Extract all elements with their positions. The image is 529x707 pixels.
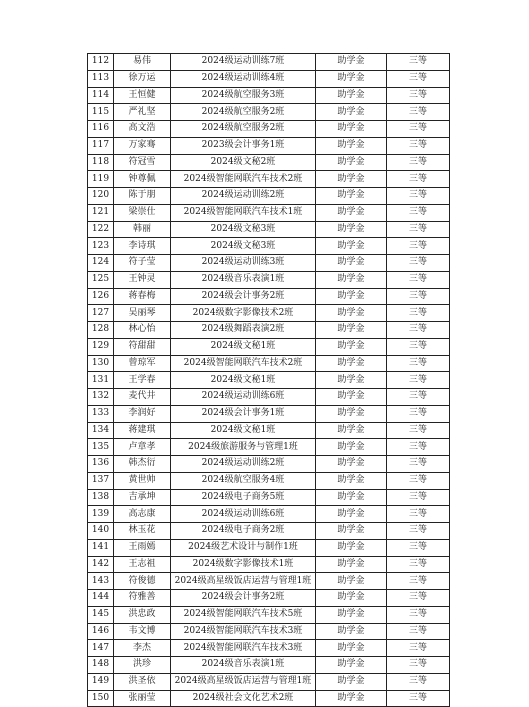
grade-level: 三等 xyxy=(387,137,450,154)
table-row xyxy=(88,657,450,674)
student-name: 王志祖 xyxy=(114,556,171,573)
table-row xyxy=(88,137,450,154)
grade-level: 三等 xyxy=(387,506,450,523)
row-number: 133 xyxy=(88,405,114,422)
grade-level: 三等 xyxy=(387,539,450,556)
table-row xyxy=(88,389,450,406)
student-name: 符甜甜 xyxy=(114,338,171,355)
row-number: 128 xyxy=(88,322,114,339)
row-number: 146 xyxy=(88,623,114,640)
grade-level: 三等 xyxy=(387,640,450,657)
student-name: 林心怡 xyxy=(114,322,171,339)
class-name: 2024级航空服务4班 xyxy=(171,472,316,489)
aid-type: 助学金 xyxy=(316,690,387,707)
row-number: 130 xyxy=(88,355,114,372)
class-name: 2024级舞蹈表演2班 xyxy=(171,322,316,339)
row-number: 141 xyxy=(88,539,114,556)
table-row xyxy=(88,288,450,305)
row-number: 114 xyxy=(88,87,114,104)
student-name: 王恒健 xyxy=(114,87,171,104)
grade-level: 三等 xyxy=(387,472,450,489)
student-name: 吴丽琴 xyxy=(114,305,171,322)
aid-type: 助学金 xyxy=(316,556,387,573)
table-row xyxy=(88,456,450,473)
class-name: 2024级旅游服务与管理1班 xyxy=(171,439,316,456)
table-row xyxy=(88,104,450,121)
class-name: 2024级智能网联汽车技术3班 xyxy=(171,623,316,640)
student-name: 李杰 xyxy=(114,640,171,657)
row-number: 131 xyxy=(88,372,114,389)
class-name: 2024级电子商务2班 xyxy=(171,523,316,540)
student-name: 张丽莹 xyxy=(114,690,171,707)
table-row xyxy=(88,556,450,573)
aid-type: 助学金 xyxy=(316,54,387,71)
student-name: 王学春 xyxy=(114,372,171,389)
class-name: 2024级文秘2班 xyxy=(171,154,316,171)
row-number: 139 xyxy=(88,506,114,523)
aid-type: 助学金 xyxy=(316,305,387,322)
aid-type: 助学金 xyxy=(316,171,387,188)
scholarship-table xyxy=(87,53,450,707)
table-row xyxy=(88,70,450,87)
aid-type: 助学金 xyxy=(316,657,387,674)
student-name: 蒋建琪 xyxy=(114,422,171,439)
aid-type: 助学金 xyxy=(316,221,387,238)
aid-type: 助学金 xyxy=(316,188,387,205)
student-name: 易伟 xyxy=(114,54,171,71)
student-name: 曾琼军 xyxy=(114,355,171,372)
row-number: 127 xyxy=(88,305,114,322)
aid-type: 助学金 xyxy=(316,70,387,87)
aid-type: 助学金 xyxy=(316,389,387,406)
class-name: 2024级文秘1班 xyxy=(171,372,316,389)
aid-type: 助学金 xyxy=(316,623,387,640)
row-number: 115 xyxy=(88,104,114,121)
grade-level: 三等 xyxy=(387,171,450,188)
student-name: 徐万运 xyxy=(114,70,171,87)
table-body xyxy=(88,54,450,707)
table-row xyxy=(88,221,450,238)
grade-level: 三等 xyxy=(387,590,450,607)
grade-level: 三等 xyxy=(387,322,450,339)
aid-type: 助学金 xyxy=(316,489,387,506)
student-name: 梁崇仕 xyxy=(114,204,171,221)
table-row xyxy=(88,472,450,489)
grade-level: 三等 xyxy=(387,221,450,238)
row-number: 123 xyxy=(88,238,114,255)
student-name: 韦文博 xyxy=(114,623,171,640)
class-name: 2024级航空服务2班 xyxy=(171,104,316,121)
aid-type: 助学金 xyxy=(316,154,387,171)
table-row xyxy=(88,338,450,355)
student-name: 符子莹 xyxy=(114,255,171,272)
table-row xyxy=(88,355,450,372)
student-name: 钟尊佩 xyxy=(114,171,171,188)
aid-type: 助学金 xyxy=(316,271,387,288)
class-name: 2024级智能网联汽车技术1班 xyxy=(171,204,316,221)
aid-type: 助学金 xyxy=(316,506,387,523)
grade-level: 三等 xyxy=(387,54,450,71)
table-row xyxy=(88,154,450,171)
table-row xyxy=(88,405,450,422)
row-number: 122 xyxy=(88,221,114,238)
grade-level: 三等 xyxy=(387,489,450,506)
grade-level: 三等 xyxy=(387,188,450,205)
student-name: 符雅善 xyxy=(114,590,171,607)
class-name: 2024级运动训练3班 xyxy=(171,255,316,272)
row-number: 148 xyxy=(88,657,114,674)
class-name: 2024级智能网联汽车技术2班 xyxy=(171,355,316,372)
aid-type: 助学金 xyxy=(316,673,387,690)
class-name: 2024级会计事务2班 xyxy=(171,590,316,607)
aid-type: 助学金 xyxy=(316,238,387,255)
aid-type: 助学金 xyxy=(316,523,387,540)
table-row xyxy=(88,271,450,288)
aid-type: 助学金 xyxy=(316,422,387,439)
class-name: 2024级智能网联汽车技术2班 xyxy=(171,171,316,188)
student-name: 韩杰衍 xyxy=(114,456,171,473)
row-number: 145 xyxy=(88,606,114,623)
student-name: 陈于朋 xyxy=(114,188,171,205)
grade-level: 三等 xyxy=(387,104,450,121)
grade-level: 三等 xyxy=(387,405,450,422)
student-name: 黄世帅 xyxy=(114,472,171,489)
row-number: 129 xyxy=(88,338,114,355)
table-row xyxy=(88,305,450,322)
row-number: 113 xyxy=(88,70,114,87)
table-row xyxy=(88,590,450,607)
class-name: 2024级文秘1班 xyxy=(171,338,316,355)
table-row xyxy=(88,87,450,104)
grade-level: 三等 xyxy=(387,255,450,272)
row-number: 149 xyxy=(88,673,114,690)
aid-type: 助学金 xyxy=(316,255,387,272)
row-number: 134 xyxy=(88,422,114,439)
grade-level: 三等 xyxy=(387,87,450,104)
row-number: 118 xyxy=(88,154,114,171)
table-row xyxy=(88,439,450,456)
aid-type: 助学金 xyxy=(316,372,387,389)
class-name: 2024级智能网联汽车技术3班 xyxy=(171,640,316,657)
class-name: 2024级音乐表演1班 xyxy=(171,271,316,288)
student-name: 高文浩 xyxy=(114,121,171,138)
table-row xyxy=(88,204,450,221)
table-row xyxy=(88,372,450,389)
grade-level: 三等 xyxy=(387,238,450,255)
student-name: 李诗琪 xyxy=(114,238,171,255)
table-row xyxy=(88,506,450,523)
row-number: 140 xyxy=(88,523,114,540)
aid-type: 助学金 xyxy=(316,439,387,456)
grade-level: 三等 xyxy=(387,389,450,406)
table-row xyxy=(88,623,450,640)
table-row xyxy=(88,54,450,71)
class-name: 2024级文秘3班 xyxy=(171,221,316,238)
class-name: 2024级运动训练2班 xyxy=(171,456,316,473)
student-name: 李润好 xyxy=(114,405,171,422)
class-name: 2024级文秘1班 xyxy=(171,422,316,439)
student-name: 万家骞 xyxy=(114,137,171,154)
class-name: 2024级航空服务3班 xyxy=(171,87,316,104)
table-row xyxy=(88,489,450,506)
table-row xyxy=(88,690,450,707)
grade-level: 三等 xyxy=(387,154,450,171)
student-name: 林玉花 xyxy=(114,523,171,540)
grade-level: 三等 xyxy=(387,204,450,221)
class-name: 2024级运动训练7班 xyxy=(171,54,316,71)
table-row xyxy=(88,539,450,556)
student-name: 高志康 xyxy=(114,506,171,523)
aid-type: 助学金 xyxy=(316,87,387,104)
aid-type: 助学金 xyxy=(316,204,387,221)
student-name: 吉承坤 xyxy=(114,489,171,506)
table-row xyxy=(88,640,450,657)
grade-level: 三等 xyxy=(387,690,450,707)
aid-type: 助学金 xyxy=(316,288,387,305)
aid-type: 助学金 xyxy=(316,104,387,121)
row-number: 142 xyxy=(88,556,114,573)
grade-level: 三等 xyxy=(387,288,450,305)
class-name: 2024级智能网联汽车技术5班 xyxy=(171,606,316,623)
row-number: 112 xyxy=(88,54,114,71)
aid-type: 助学金 xyxy=(316,405,387,422)
row-number: 120 xyxy=(88,188,114,205)
student-name: 卢章孝 xyxy=(114,439,171,456)
class-name: 2024级数字影像技术2班 xyxy=(171,305,316,322)
class-name: 2024级航空服务2班 xyxy=(171,121,316,138)
grade-level: 三等 xyxy=(387,556,450,573)
student-name: 洪珍 xyxy=(114,657,171,674)
grade-level: 三等 xyxy=(387,573,450,590)
class-name: 2024级会计事务1班 xyxy=(171,405,316,422)
class-name: 2023级会计事务1班 xyxy=(171,137,316,154)
class-name: 2024级数字影像技术1班 xyxy=(171,556,316,573)
aid-type: 助学金 xyxy=(316,338,387,355)
table-row xyxy=(88,322,450,339)
row-number: 116 xyxy=(88,121,114,138)
grade-level: 三等 xyxy=(387,456,450,473)
table-row xyxy=(88,121,450,138)
aid-type: 助学金 xyxy=(316,640,387,657)
table-row xyxy=(88,606,450,623)
class-name: 2024级高星级饭店运营与管理1班 xyxy=(171,573,316,590)
student-name: 符冠雪 xyxy=(114,154,171,171)
row-number: 125 xyxy=(88,271,114,288)
row-number: 117 xyxy=(88,137,114,154)
aid-type: 助学金 xyxy=(316,573,387,590)
class-name: 2024级高星级饭店运营与管理1班 xyxy=(171,673,316,690)
class-name: 2024级艺术设计与制作1班 xyxy=(171,539,316,556)
student-name: 蒋春梅 xyxy=(114,288,171,305)
row-number: 135 xyxy=(88,439,114,456)
class-name: 2024级电子商务5班 xyxy=(171,489,316,506)
table-row xyxy=(88,573,450,590)
class-name: 2024级会计事务2班 xyxy=(171,288,316,305)
aid-type: 助学金 xyxy=(316,539,387,556)
student-name: 王钟灵 xyxy=(114,271,171,288)
table-row xyxy=(88,673,450,690)
aid-type: 助学金 xyxy=(316,322,387,339)
table-row xyxy=(88,188,450,205)
grade-level: 三等 xyxy=(387,70,450,87)
grade-level: 三等 xyxy=(387,523,450,540)
class-name: 2024级音乐表演1班 xyxy=(171,657,316,674)
table-row xyxy=(88,238,450,255)
table-row xyxy=(88,422,450,439)
row-number: 147 xyxy=(88,640,114,657)
table-row xyxy=(88,171,450,188)
grade-level: 三等 xyxy=(387,372,450,389)
grade-level: 三等 xyxy=(387,271,450,288)
class-name: 2024级文秘3班 xyxy=(171,238,316,255)
grade-level: 三等 xyxy=(387,305,450,322)
grade-level: 三等 xyxy=(387,606,450,623)
aid-type: 助学金 xyxy=(316,456,387,473)
row-number: 132 xyxy=(88,389,114,406)
student-name: 洪忠政 xyxy=(114,606,171,623)
aid-type: 助学金 xyxy=(316,590,387,607)
student-name: 麦代井 xyxy=(114,389,171,406)
aid-type: 助学金 xyxy=(316,472,387,489)
class-name: 2024级运动训练6班 xyxy=(171,506,316,523)
row-number: 126 xyxy=(88,288,114,305)
row-number: 150 xyxy=(88,690,114,707)
row-number: 138 xyxy=(88,489,114,506)
class-name: 2024级社会文化艺术2班 xyxy=(171,690,316,707)
grade-level: 三等 xyxy=(387,422,450,439)
student-name: 严礼坚 xyxy=(114,104,171,121)
row-number: 137 xyxy=(88,472,114,489)
aid-type: 助学金 xyxy=(316,606,387,623)
student-name: 王雨嫣 xyxy=(114,539,171,556)
grade-level: 三等 xyxy=(387,439,450,456)
table-row xyxy=(88,523,450,540)
grade-level: 三等 xyxy=(387,673,450,690)
row-number: 121 xyxy=(88,204,114,221)
student-name: 符俊德 xyxy=(114,573,171,590)
aid-type: 助学金 xyxy=(316,355,387,372)
aid-type: 助学金 xyxy=(316,121,387,138)
student-name: 韩丽 xyxy=(114,221,171,238)
grade-level: 三等 xyxy=(387,355,450,372)
grade-level: 三等 xyxy=(387,623,450,640)
row-number: 119 xyxy=(88,171,114,188)
row-number: 144 xyxy=(88,590,114,607)
grade-level: 三等 xyxy=(387,338,450,355)
class-name: 2024级运动训练2班 xyxy=(171,188,316,205)
aid-type: 助学金 xyxy=(316,137,387,154)
row-number: 143 xyxy=(88,573,114,590)
class-name: 2024级运动训练4班 xyxy=(171,70,316,87)
table-row xyxy=(88,255,450,272)
student-name: 洪圣依 xyxy=(114,673,171,690)
grade-level: 三等 xyxy=(387,657,450,674)
row-number: 124 xyxy=(88,255,114,272)
row-number: 136 xyxy=(88,456,114,473)
class-name: 2024级运动训练6班 xyxy=(171,389,316,406)
grade-level: 三等 xyxy=(387,121,450,138)
